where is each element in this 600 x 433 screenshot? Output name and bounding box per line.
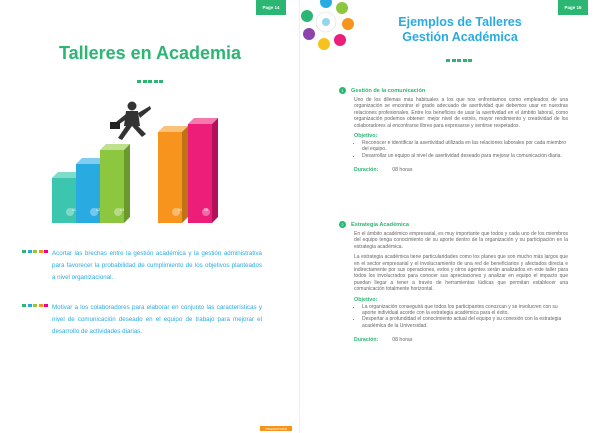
objective-item: • Desarrollar un equipo al nivel de asertividad deseado para mejorar la comunicación diaria.: [362, 153, 568, 159]
duration-value: 08 horas: [392, 337, 413, 344]
section-body: Uno de los dilemas más habituales a los que nos enfrentamos como empleados de una organización se encontrar el grado adecuado de asertividad que debemos usar en nuestras relaciones profesionales. Entre los beneficios de usar la asertividad en el ámbito laboral, como organización podemos obtener: mejor nivel de estrés, mayor rendimiento y creatividad de los colaboradores al encontrarse libres para expresarse y sentirse respetados.: [354, 97, 568, 129]
page-title: [360, 15, 560, 45]
bullet-text: Motivar a los colaboradores para elaborar en conjunto las características y nivel de comunicación deseado en el equipo de trabajo para mejorar el desarrollo de actividades diarias.: [52, 304, 262, 335]
section-number-badge: 2: [339, 221, 346, 228]
page-number-tab: Page 14: [256, 0, 286, 15]
objective-bullet: [22, 248, 262, 284]
step-label: 02: [96, 208, 100, 212]
page-title: Talleres en Academia: [58, 43, 242, 63]
duration-row: [354, 337, 568, 343]
duration-label: Duración:: [354, 167, 379, 174]
step-label: 04: [178, 208, 182, 212]
step-label: 05: [204, 208, 208, 212]
section-body: La estrategia académica tiene particularidades como los planes que son mucho más largos que en el sector empresarial y el involucramiento de una red de beneficiarios y afectados directa e indirectamente por sus operaciones, estos y otros agentes serán analizados en este taller para todos los involucrados para conocer sus apreciaciones y analizar en equipo el impacto que puedan llegar a tener a través de herramientas lúdicas que permitan establecer una comunicación totalmente horizontal.: [354, 254, 568, 293]
section-title: Estrategia Académica: [351, 221, 409, 228]
staircase-illustration: [48, 100, 223, 225]
objective-label: Objetivo:: [354, 133, 378, 140]
bullet-dots: [22, 304, 48, 307]
workshop-section: [340, 86, 568, 173]
duration-label: Duración:: [354, 337, 379, 344]
objective-item: • La organización conseguirá que todos los participantes conozcan y se involucren con su aporte individual acorde con la estrategia académica para el éxito.: [362, 304, 568, 317]
businessman-silhouette: [110, 102, 151, 141]
duration-value: 08 horas: [392, 167, 413, 174]
right-page: [300, 0, 600, 433]
bullet-dots: [22, 250, 48, 253]
section-number-badge: 1: [339, 87, 346, 94]
workshop-section: [340, 220, 568, 343]
step-label: 01: [72, 208, 76, 212]
footer-tag: OBSERVATORIO: [260, 426, 292, 431]
duration-row: [354, 167, 568, 173]
title-line-1: Ejemplos de Talleres: [398, 15, 522, 29]
page-number-tab: Page 15: [558, 0, 588, 15]
section-title: Gestión de la comunicación: [351, 87, 426, 94]
objective-bullet: [22, 302, 262, 338]
objective-item: • Despertar a profundidad el conocimiento actual del equipo y su conexión con la estrategia académica de la Universidad.: [362, 316, 568, 329]
step-label: 03: [120, 208, 124, 212]
title-divider-dots: [446, 59, 472, 62]
title-divider-dots: [137, 80, 163, 83]
title-line-2: Gestión Académica: [402, 30, 518, 44]
objective-item: • Reconocer e identificar la asertividad utilizada en las relaciones laborales por cada miembro del equipo.: [362, 140, 568, 153]
objective-list: [354, 140, 568, 159]
icon-cluster-illustration: [298, 0, 362, 54]
bullet-text: Acortar las brechas entre la gestión académica y la gestión administrativa para favorecer la probabilidad de cumplimiento de los objetivos planteados a nivel organizacional.: [52, 250, 262, 281]
objective-label: Objetivo:: [354, 296, 378, 303]
section-body: En el ámbito académico empresarial, es muy importante que todos y cada uno de los miembros del equipo tenga conocimiento de su aporte dentro de la organización y su participación en la estrategia académica.: [354, 231, 568, 250]
objective-list: [354, 304, 568, 330]
